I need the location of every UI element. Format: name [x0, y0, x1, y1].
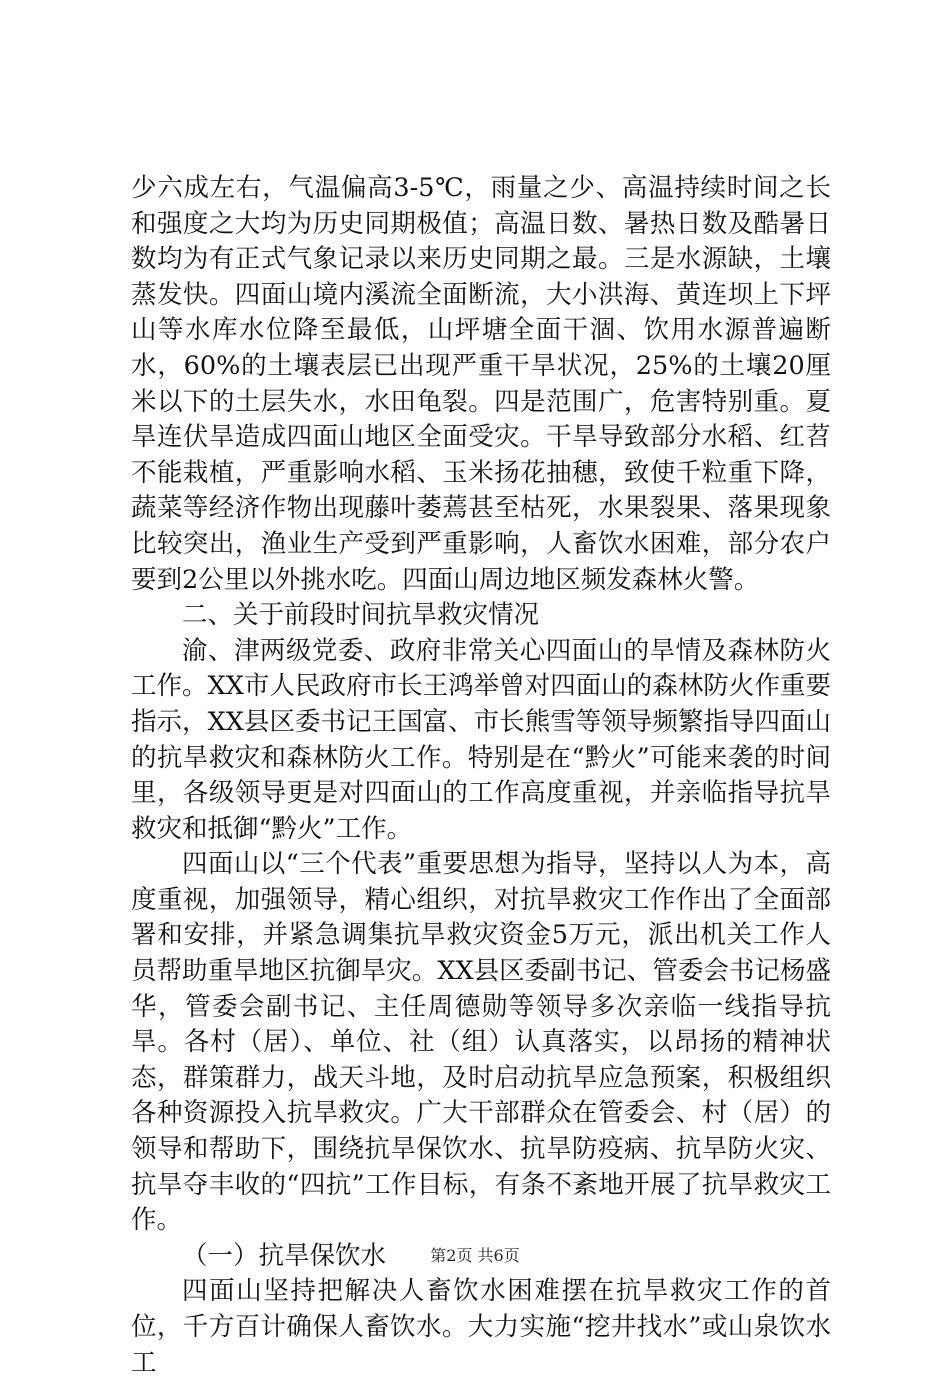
- paragraph-leadership-attention: 渝、津两级党委、政府非常关心四面山的旱情及森林防火工作。XX市人民政府市长王鸿举曾对四面山的森林防火作重要指示，XX县区委书记王国富、市长熊雪等领导频繁指导四面山的抗旱救灾和森林防火工作。特别是在“黔火”可能来袭的时间里，各级领导更是对四面山的工作高度重视，并亲临指导抗旱救灾和抵御“黔火”工作。: [131, 635, 831, 844]
- paragraph-relief-organization: 四面山以“三个代表”重要思想为指导，坚持以人为本，高度重视，加强领导，精心组织，对抗旱救灾工作作出了全面部署和安排，并紧急调集抗旱救灾资金5万元，派出机关工作人员帮助重旱地区抗御旱灾。XX县区委副书记、管委会书记杨盛华，管委会副书记、主任周德勋等领导多次亲临一线指导抗旱。各村（居）、单位、社（组）认真落实，以昂扬的精神状态，群策群力，战天斗地，及时启动抗旱应急预案，积极组织各种资源投入抗旱救灾。广大干部群众在管委会、村（居）的领导和帮助下，围绕抗旱保饮水、抗旱防疫病、抗旱防火灾、抗旱夺丰收的“四抗”工作目标，有条不紊地开展了抗旱救灾工作。: [131, 849, 831, 1236]
- document-body: [131, 171, 831, 1381]
- paragraph-drinking-water: 四面山坚持把解决人畜饮水困难摆在抗旱救灾工作的首位，千方百计确保人畜饮水。大力实施“挖井找水”或山泉饮水工: [131, 1276, 831, 1378]
- paragraph-drought-conditions: 少六成左右，气温偏高3-5℃，雨量之少、高温持续时间之长和强度之大均为历史同期极值；高温日数、暑热日数及酷暑日数均为有正式气象记录以来历史同期之最。三是水源缺，土壤蒸发快。四面山境内溪流全面断流，大小洪海、黄连坝上下坪山等水库水位降至最低，山坪塘全面干涸、饮用水源普遍断水，60%的土壤表层已出现严重干旱状况，25%的土壤20厘米以下的土层失水，水田龟裂。四是范围广，危害特别重。夏旱连伏旱造成四面山地区全面受灾。干旱导致部分水稻、红苕不能栽植，严重影响水稻、玉米扬花抽穗，致使千粒重下降，蔬菜等经济作物出现藤叶萎蔫甚至枯死，水果裂果、落果现象比较突出，渔业生产受到严重影响，人畜饮水困难，部分农户要到2公里以外挑水吃。四面山周边地区频发森林火警。: [131, 173, 831, 595]
- section-heading-drought-relief: 二、关于前段时间抗旱救灾情况: [182, 600, 540, 631]
- subsection-heading-drinking-water: （一）抗旱保饮水: [182, 1240, 387, 1271]
- page-number-footer: 第2页 共6页: [430, 1246, 520, 1265]
